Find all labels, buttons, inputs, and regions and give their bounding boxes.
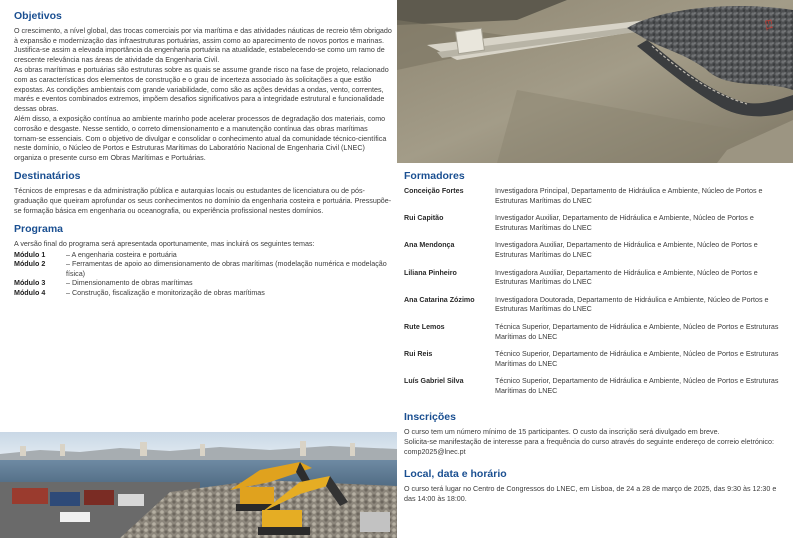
module-text: – Ferramentas de apoio ao dimensionamento de obras marítimas (modelação numérica e modelação física) [66, 260, 387, 278]
module-text: – Construção, fiscalização e monitorização de obras marítimas [66, 289, 265, 298]
trainer-row [404, 187, 784, 206]
trainer-description: Investigadora Auxiliar, Departamento de Hidráulica e Ambiente, Núcleo de Portos e Estruturas Marítimas do LNEC [495, 268, 758, 287]
trainer-description: Investigadora Principal, Departamento de Hidráulica e Ambiente, Núcleo de Portos e Estruturas Marítimas do LNEC [495, 187, 763, 205]
right-column [404, 170, 784, 505]
wave-tank-model-photo [397, 0, 793, 163]
trainer-row [404, 214, 784, 233]
formadores-heading: Formadores [404, 170, 465, 182]
module-text: – A engenharia costeira e portuária [66, 250, 177, 259]
module-label: Módulo 4 [14, 289, 46, 298]
trainer-name: Ana Mendonça [404, 241, 455, 250]
trainer-row [404, 296, 784, 315]
programa-heading: Programa [14, 223, 64, 236]
trainer-description: Investigadora Doutorada, Departamento de Hidráulica e Ambiente, Núcleo de Portos e Estruturas Marítimas do LNEC [495, 295, 769, 314]
inscricoes-paragraph-1: O curso tem um número mínimo de 15 participantes. O custo da inscrição será divulgado em breve. [404, 427, 720, 436]
module-item [14, 251, 392, 261]
trainer-name: Liliana Pinheiro [404, 268, 457, 277]
local-heading: Local, data e horário [404, 468, 507, 481]
module-list [14, 251, 392, 299]
module-item [14, 279, 392, 289]
inscricoes-paragraph-2: Solicita-se manifestação de interesse para a frequência do curso através do seguinte endereço de correio eletrónico: comp2025@lnec.pt [404, 438, 774, 456]
objetivos-paragraph-1: O crescimento, a nível global, das trocas comerciais por via marítima e das atividades náuticas de recreio têm obrigado à expansão e modernização das infraestruturas portuárias, assim como ao aparecimento de novos portos e marinas. Justifica-se assim a elevada importância da engenharia portuária na atualidade, estabelecendo-se como um ramo de crescente relevância nas áreas de atividade da Engenharia Civil. [14, 27, 392, 64]
trainer-name: Conceição Fortes [404, 187, 464, 195]
trainer-name: Ana Catarina Zózimo [404, 295, 475, 304]
trainer-row [404, 241, 784, 260]
svg-text:E1: E1 [763, 18, 775, 32]
trainer-name: Rui Reis [404, 350, 433, 359]
programa-intro: A versão final do programa será apresentada oportunamente, mas incluirá os seguintes temas: [14, 240, 315, 249]
trainer-list [404, 187, 784, 397]
inscricoes-heading: Inscrições [404, 410, 456, 423]
module-label: Módulo 3 [14, 279, 46, 288]
trainer-name: Rui Capitão [404, 214, 444, 223]
module-label: Módulo 2 [14, 260, 46, 269]
trainer-row [404, 350, 784, 369]
local-paragraph: O curso terá lugar no Centro de Congressos do LNEC, em Lisboa, de 24 a 28 de março de 2025, das 9:30 às 12:30 e das 14:00 às 18:00. [404, 485, 777, 503]
module-label: Módulo 1 [14, 250, 46, 259]
objetivos-paragraph-3: Além disso, a exposição contínua ao ambiente marinho pode acelerar processos de degradação dos materiais, como corrosão e desgaste. Nesse sentido, o correto dimensionamento e a manutenção contínua das obras marítimas tornam-se essenciais. Com o objetivo de divulgar e consolidar o conhecimento atual da comunidade técnico-científica neste domínio, o Núcleo de Portos e Estruturas Marítimas do Laboratório Nacional de Engenharia Civil (LNEC) organiza o presente curso em Obras Marítimas e Portuárias. [14, 115, 387, 162]
trainer-description: Técnico Superior, Departamento de Hidráulica e Ambiente, Núcleo de Portos e Estruturas Marítimas do LNEC [495, 377, 779, 395]
trainer-description: Técnico Superior, Departamento de Hidráulica e Ambiente, Núcleo de Portos e Estruturas Marítimas do LNEC [495, 350, 779, 368]
left-column [14, 10, 392, 299]
trainer-row [404, 269, 784, 288]
module-item [14, 289, 392, 299]
module-item [14, 260, 392, 279]
objetivos-paragraph-2: As obras marítimas e portuárias são estruturas sobre as quais se assume grande risco na fase de projeto, relacionado com as características dos elementos de construção e o grau de incerteza associado às solicitações a que estão expostas. As condições ambientais com grande variabilidade, como são as ações devidas a ondas, vento, correntes, marés e eventos combinados extremos, impõem desafios significativos para a integridade estrutural e funcionalidade dessas obras. [14, 66, 389, 113]
trainer-description: Investigadora Auxiliar, Departamento de Hidráulica e Ambiente, Núcleo de Portos e Estruturas Marítimas do LNEC [495, 241, 758, 259]
trainer-row [404, 323, 784, 342]
module-text: – Dimensionamento de obras marítimas [66, 279, 193, 288]
destinatarios-heading: Destinatários [14, 170, 81, 183]
trainer-name: Rute Lemos [404, 322, 445, 331]
trainer-row [404, 377, 784, 396]
trainer-description: Técnica Superior, Departamento de Hidráulica e Ambiente, Núcleo de Portos e Estruturas Marítimas do LNEC [495, 322, 779, 341]
port-construction-photo [0, 432, 397, 538]
trainer-description: Investigador Auxiliar, Departamento de Hidráulica e Ambiente, Núcleo de Portos e Estruturas Marítimas do LNEC [495, 214, 754, 232]
destinatarios-paragraph: Técnicos de empresas e da administração pública e autarquias locais ou estudantes de licenciatura ou de pós-graduação que queiram aprofundar os seus conhecimentos no domínio da engenharia costeira e portuária. Pressupõe-se formação básica em engenharia ou oceanografia, ou experiência profissional nestes domínios. [14, 187, 392, 215]
trainer-name: Luís Gabriel Silva [404, 377, 464, 386]
objetivos-heading: Objetivos [14, 10, 62, 22]
